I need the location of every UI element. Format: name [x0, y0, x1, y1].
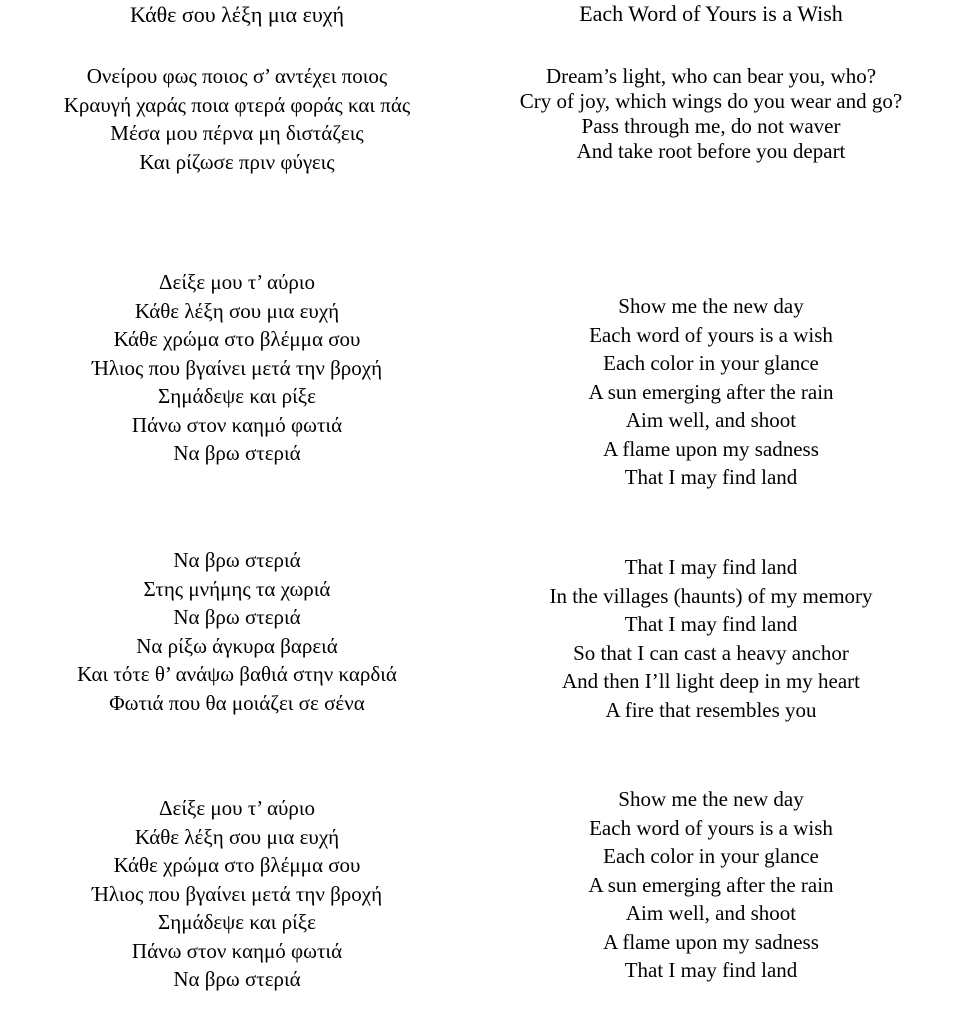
lyric-line: Dream’s light, who can bear you, who?	[545, 64, 877, 88]
lyric-line: And take root before you depart	[576, 139, 846, 163]
lyric-line: Πάνω στον καημό φωτιά	[131, 938, 343, 963]
english-chorus-1	[474, 292, 948, 492]
lyric-line: Κάθε χρώμα στο βλέμμα σου	[113, 853, 361, 877]
lyric-line: Show me the new day	[618, 787, 804, 811]
lyric-line: Ονείρου φως ποιος σ’ αντέχει ποιος	[86, 64, 388, 88]
lyric-line: Σημάδεψε και ρίξε	[157, 384, 316, 408]
lyric-line: Δείξε μου τ’ αύριο	[159, 270, 315, 294]
lyric-line: And then I’ll light deep in my heart	[561, 669, 860, 693]
lyric-line: Να βρω στεριά	[173, 441, 301, 465]
lyric-line: That I may find land	[624, 555, 798, 579]
lyric-line: That I may find land	[624, 465, 798, 489]
lyric-line: Φωτιά που θα μοιάζει σε σένα	[109, 690, 365, 715]
lyric-line: Show me the new day	[618, 294, 804, 318]
lyric-line: Each word of yours is a wish	[589, 815, 833, 840]
lyric-line: Cry of joy, which wings do you wear and go?	[519, 89, 903, 113]
lyric-line: A flame upon my sadness	[603, 929, 819, 954]
lyric-line: Κάθε χρώμα στο βλέμμα σου	[113, 327, 361, 351]
lyric-line: Δείξε μου τ’ αύριο	[159, 796, 315, 820]
lyric-line: Aim well, and shoot	[625, 901, 797, 925]
lyric-line: Each color in your glance	[603, 844, 819, 868]
lyric-line: A fire that resembles you	[605, 697, 817, 722]
greek-title	[0, 1, 474, 30]
lyric-line: A sun emerging after the rain	[588, 379, 834, 404]
english-title	[474, 1, 948, 26]
english-chorus-2	[474, 785, 948, 985]
lyric-line: Aim well, and shoot	[625, 408, 797, 432]
lyric-line: Στης μνήμης τα χωριά	[143, 576, 331, 601]
lyric-line: Κάθε λέξη σου μια ευχή	[134, 298, 340, 323]
lyric-line: Ήλιος που βγαίνει μετά την βροχή	[91, 881, 383, 906]
lyric-line: Each word of yours is a wish	[589, 322, 833, 347]
greek-stanza-2	[0, 546, 474, 717]
lyric-line: That I may find land	[624, 958, 798, 982]
lyric-line: Σημάδεψε και ρίξε	[157, 910, 316, 934]
greek-chorus-2	[0, 794, 474, 994]
lyric-line: Και ρίζωσε πριν φύγεις	[139, 149, 335, 174]
lyric-line: A sun emerging after the rain	[588, 872, 834, 897]
lyric-line: Να ρίξω άγκυρα βαρειά	[136, 633, 338, 658]
lyric-line: That I may find land	[624, 612, 798, 636]
lyric-line: Να βρω στεριά	[173, 548, 301, 572]
lyric-line: Να βρω στεριά	[173, 967, 301, 991]
lyric-line: Each color in your glance	[603, 351, 819, 375]
greek-chorus-1	[0, 268, 474, 468]
lyric-line: Πάνω στον καημό φωτιά	[131, 412, 343, 437]
lyric-line: Ήλιος που βγαίνει μετά την βροχή	[91, 355, 383, 380]
greek-stanza-1	[0, 62, 474, 176]
english-title-text: Each Word of Yours is a Wish	[579, 1, 843, 26]
lyric-line: Μέσα μου πέρνα μη διστάζεις	[110, 121, 364, 145]
lyric-line: A flame upon my sadness	[603, 436, 819, 461]
english-stanza-1	[474, 64, 948, 164]
lyric-line: In the villages (haunts) of my memory	[549, 583, 873, 608]
greek-title-text: Κάθε σου λέξη μια ευχή	[130, 2, 344, 27]
lyric-line: So that I can cast a heavy anchor	[573, 640, 849, 665]
lyric-line: Pass through me, do not waver	[581, 114, 841, 138]
lyric-line: Και τότε θ’ ανάψω βαθιά στην καρδιά	[77, 662, 397, 686]
english-stanza-2	[474, 553, 948, 724]
lyric-line: Κραυγή χαράς ποια φτερά φοράς και πάς	[63, 92, 411, 117]
lyric-line: Κάθε λέξη σου μια ευχή	[134, 824, 340, 849]
lyric-line: Να βρω στεριά	[173, 605, 301, 629]
